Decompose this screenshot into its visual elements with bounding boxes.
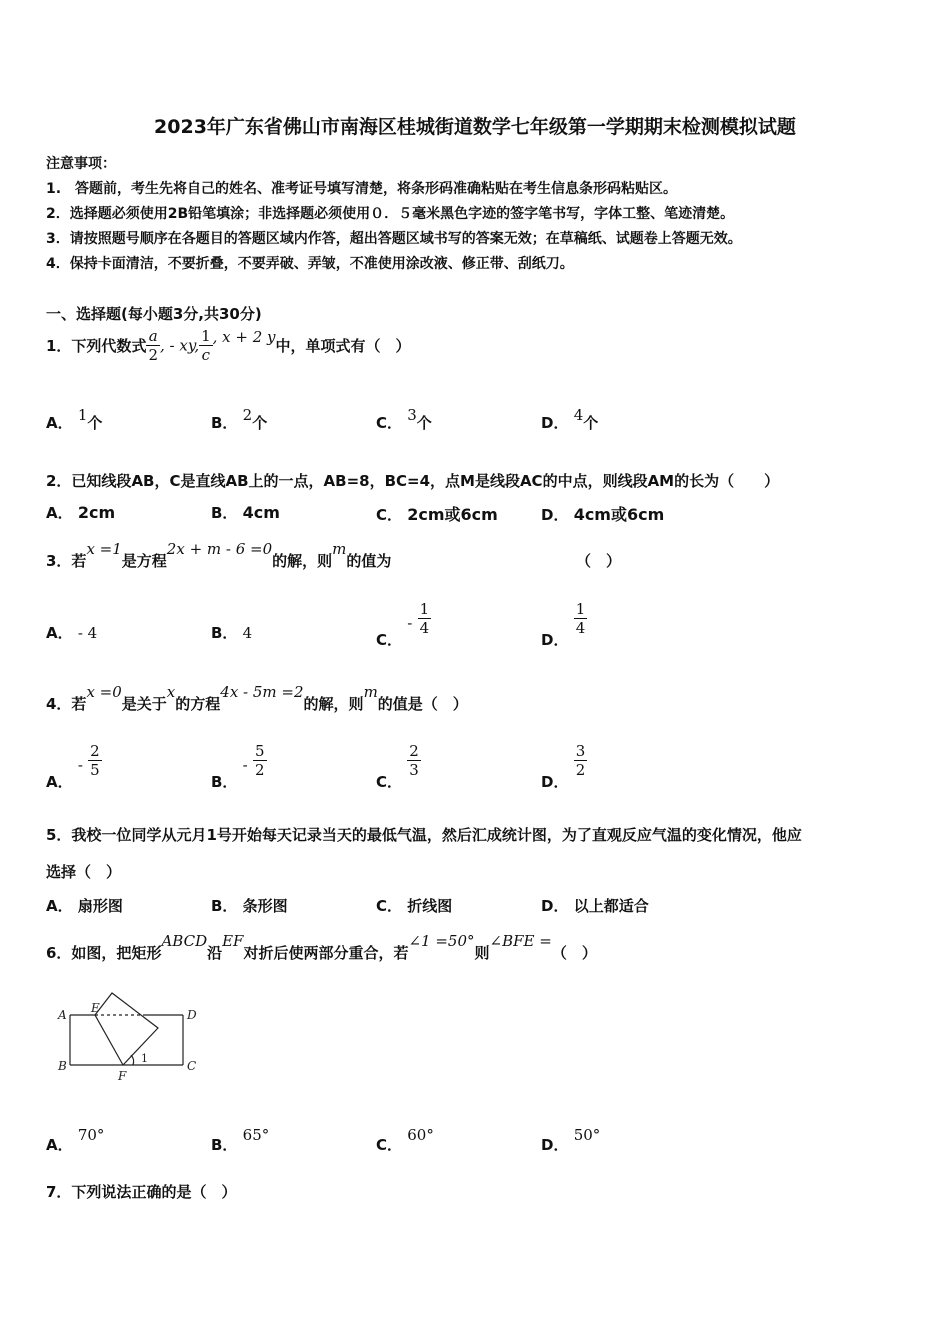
label-a: A [58, 1008, 67, 1022]
q3-mid: 是方程 [121, 552, 167, 570]
option-value: 4 [242, 624, 253, 642]
option-value: 60° [407, 1126, 434, 1144]
q1-prefix: 1．下列代数式 [46, 337, 147, 355]
option-label: B． [211, 1136, 238, 1154]
q2-option-d[interactable] [541, 502, 664, 525]
q3-option-a[interactable] [46, 622, 97, 643]
q5-option-a[interactable] [46, 895, 123, 916]
option-value: 2 [242, 406, 253, 424]
question-5-line2: 选择（ ） [46, 863, 122, 881]
q6-suffix: （ ） [551, 944, 597, 962]
fraction-den: 5 [90, 761, 100, 779]
option-label: A． [46, 1136, 73, 1154]
q4-var-x: x [166, 683, 176, 701]
q6-angle1: ∠1 =50° [408, 932, 475, 950]
option-value: 3 [407, 406, 417, 424]
page-title: 2023年广东省佛山市南海区桂城街道数学七年级第一学期期末检测模拟试题 [154, 116, 796, 138]
question-1 [46, 327, 411, 364]
q5-option-c[interactable] [376, 895, 452, 916]
question-2: 2．已知线段AB，C是直线AB上的一点，AB=8，BC=4，点M是线段AC的中点，则线段AM的长为（ ） [46, 472, 780, 490]
option-value: 2cm [77, 503, 116, 522]
notice-item: 4．保持卡面清洁，不要折叠，不要弄破、弄皱，不准使用涂改液、修正带、刮纸刀。 [46, 256, 574, 272]
option-sign: - [242, 756, 248, 774]
q5-option-d[interactable] [541, 895, 649, 916]
q4-equation: 4x - 5m =2 [220, 683, 304, 701]
fraction-num: 1 [419, 600, 430, 618]
option-label: B． [211, 504, 238, 522]
q1-frac-a-den: 2 [148, 346, 158, 364]
q3-answer-paren: （ ） [576, 552, 622, 570]
option-value: 折线图 [407, 897, 453, 915]
q6-line: EF [222, 932, 244, 950]
option-value: 以上都适合 [573, 897, 649, 915]
q1-option-a[interactable] [46, 406, 103, 433]
option-label: B． [211, 897, 238, 915]
q1-frac-c [199, 327, 213, 364]
q4-option-b[interactable] [211, 742, 267, 791]
fraction-num: 2 [409, 742, 419, 760]
option-value: 4cm [242, 503, 280, 522]
option-value: 70° [77, 1126, 105, 1144]
option-value: 条形图 [242, 897, 288, 915]
q6-mid2: 对折后使两部分重合，若 [243, 944, 409, 962]
q6-option-b[interactable] [211, 1126, 270, 1155]
q3-condition: x =1 [86, 540, 122, 558]
option-label: A． [46, 773, 73, 791]
option-value: - 4 [77, 624, 98, 642]
folded-flap [95, 993, 158, 1065]
option-unit: 个 [416, 414, 432, 432]
q1-option-b[interactable] [211, 406, 268, 433]
option-label: C． [376, 773, 403, 791]
q4-condition: x =0 [86, 683, 122, 701]
option-fraction [253, 742, 267, 779]
q4-suffix: 的值是（ ） [377, 695, 468, 713]
option-label: C． [376, 1136, 403, 1154]
q6-figure [55, 985, 215, 1085]
label-d: D [187, 1008, 197, 1022]
option-unit: 个 [583, 414, 599, 432]
option-value: 1 [77, 406, 88, 424]
option-label: D． [541, 506, 569, 524]
fraction-den: 4 [575, 619, 586, 637]
q6-option-c[interactable] [376, 1126, 434, 1155]
question-7: 7．下列说法正确的是（ ） [46, 1183, 237, 1201]
q1-suffix: 中，单项式有（ ） [275, 337, 411, 355]
option-fraction [574, 742, 588, 779]
question-4 [46, 681, 468, 713]
q4-var-m: m [363, 683, 378, 701]
q5-option-b[interactable] [211, 895, 288, 916]
q4-option-a[interactable] [46, 742, 102, 791]
q4-prefix: 4．若 [46, 695, 87, 713]
q1-expr-mid: , - xy, [160, 336, 200, 355]
q1-frac-a-num: a [146, 327, 160, 346]
q1-option-d[interactable] [541, 406, 599, 433]
option-value: 50° [573, 1126, 601, 1144]
q2-option-b[interactable] [211, 502, 280, 523]
fraction-num: 5 [254, 742, 265, 760]
fraction-den: 3 [409, 761, 419, 779]
q3-prefix: 3．若 [46, 552, 87, 570]
option-label: C． [376, 631, 403, 649]
q1-frac-c-num: 1 [201, 327, 211, 345]
q4-mid: 是关于 [121, 695, 167, 713]
notice-item: 3．请按照题号顺序在各题目的答题区域内作答，超出答题区域书写的答案无效；在草稿纸、试题卷上答题无效。 [46, 231, 742, 247]
fraction-num: 1 [575, 600, 586, 618]
notice-item: 2．选择题必须使用2B铅笔填涂；非选择题必须使用０．５毫米黑色字迹的签字笔书写，字体工整、笔迹清楚。 [46, 206, 735, 222]
option-value: 4cm或6cm [573, 505, 665, 524]
q6-rect: ABCD [161, 932, 208, 950]
option-label: B． [211, 624, 238, 642]
q1-frac-a [146, 327, 160, 364]
fraction-den: 4 [419, 619, 430, 637]
q1-option-c[interactable] [376, 406, 432, 433]
q6-option-a[interactable] [46, 1126, 105, 1155]
option-value: 65° [242, 1126, 270, 1144]
q3-mid2: 的解，则 [272, 552, 333, 570]
label-e: E [91, 1001, 100, 1015]
notice-item: 1. 答题前，考生先将自己的姓名、准考证号填写清楚，将条形码准确粘贴在考生信息条形码粘贴区。 [46, 181, 678, 197]
q6-angle2: ∠BFE = [489, 932, 552, 950]
q3-suffix: 的值为 [346, 552, 392, 570]
q3-equation: 2x + m - 6 =0 [166, 540, 273, 558]
option-unit: 个 [87, 414, 103, 432]
question-5-line1: 5．我校一位同学从元月1号开始每天记录当天的最低气温，然后汇成统计图，为了直观反应气温的变化情况，他应 [46, 826, 802, 844]
option-unit: 个 [252, 414, 268, 432]
fraction-num: 3 [575, 742, 586, 760]
notice-heading: 注意事项： [46, 156, 116, 172]
option-label: C． [376, 506, 403, 524]
fraction-num: 2 [90, 742, 100, 760]
option-label: B． [211, 773, 238, 791]
label-b: B [58, 1059, 67, 1073]
label-c: C [187, 1059, 197, 1073]
option-value: 扇形图 [77, 897, 123, 915]
q4-mid2: 的方程 [175, 695, 221, 713]
option-label: A． [46, 504, 73, 522]
fraction-den: 2 [254, 761, 265, 779]
q3-var: m [332, 540, 347, 558]
option-label: A． [46, 897, 73, 915]
option-fraction [88, 742, 102, 779]
option-label: C． [376, 897, 403, 915]
q1-expr-end: , x + 2 y [212, 328, 276, 346]
option-label: D． [541, 1136, 569, 1154]
section-heading: 一、选择题(每小题3分,共30分) [46, 305, 262, 323]
fraction-den: 2 [575, 761, 586, 779]
option-value: 2cm或6cm [407, 505, 498, 524]
question-3 [46, 538, 392, 570]
q3-option-b[interactable] [211, 622, 252, 643]
option-label: D． [541, 631, 569, 649]
q6-prefix: 6．如图，把矩形 [46, 944, 162, 962]
option-fraction [418, 600, 432, 637]
q6-mid3: 则 [474, 944, 490, 962]
q2-option-c[interactable] [376, 502, 498, 525]
option-label: B． [211, 414, 238, 432]
label-f: F [118, 1069, 127, 1083]
option-sign: - [77, 756, 83, 774]
option-value: 4 [573, 406, 584, 424]
option-fraction [574, 600, 588, 637]
q2-option-a[interactable] [46, 502, 115, 523]
question-6 [46, 930, 597, 962]
option-label: D． [541, 773, 569, 791]
q4-option-d[interactable] [541, 742, 587, 791]
label-angle-1: 1 [141, 1052, 148, 1065]
option-label: D． [541, 414, 569, 432]
option-label: A． [46, 624, 73, 642]
q3-option-c[interactable] [376, 600, 431, 649]
fold-line-ef [95, 1015, 123, 1065]
option-label: D． [541, 897, 569, 915]
option-label: A． [46, 414, 73, 432]
q4-mid3: 的解，则 [303, 695, 364, 713]
q3-option-d[interactable] [541, 600, 587, 649]
option-sign: - [407, 614, 413, 632]
q6-option-d[interactable] [541, 1126, 601, 1155]
q4-option-c[interactable] [376, 742, 421, 791]
option-label: C． [376, 414, 403, 432]
q6-mid: 沿 [207, 944, 223, 962]
q1-frac-c-den: c [201, 346, 211, 364]
option-fraction [407, 742, 421, 779]
